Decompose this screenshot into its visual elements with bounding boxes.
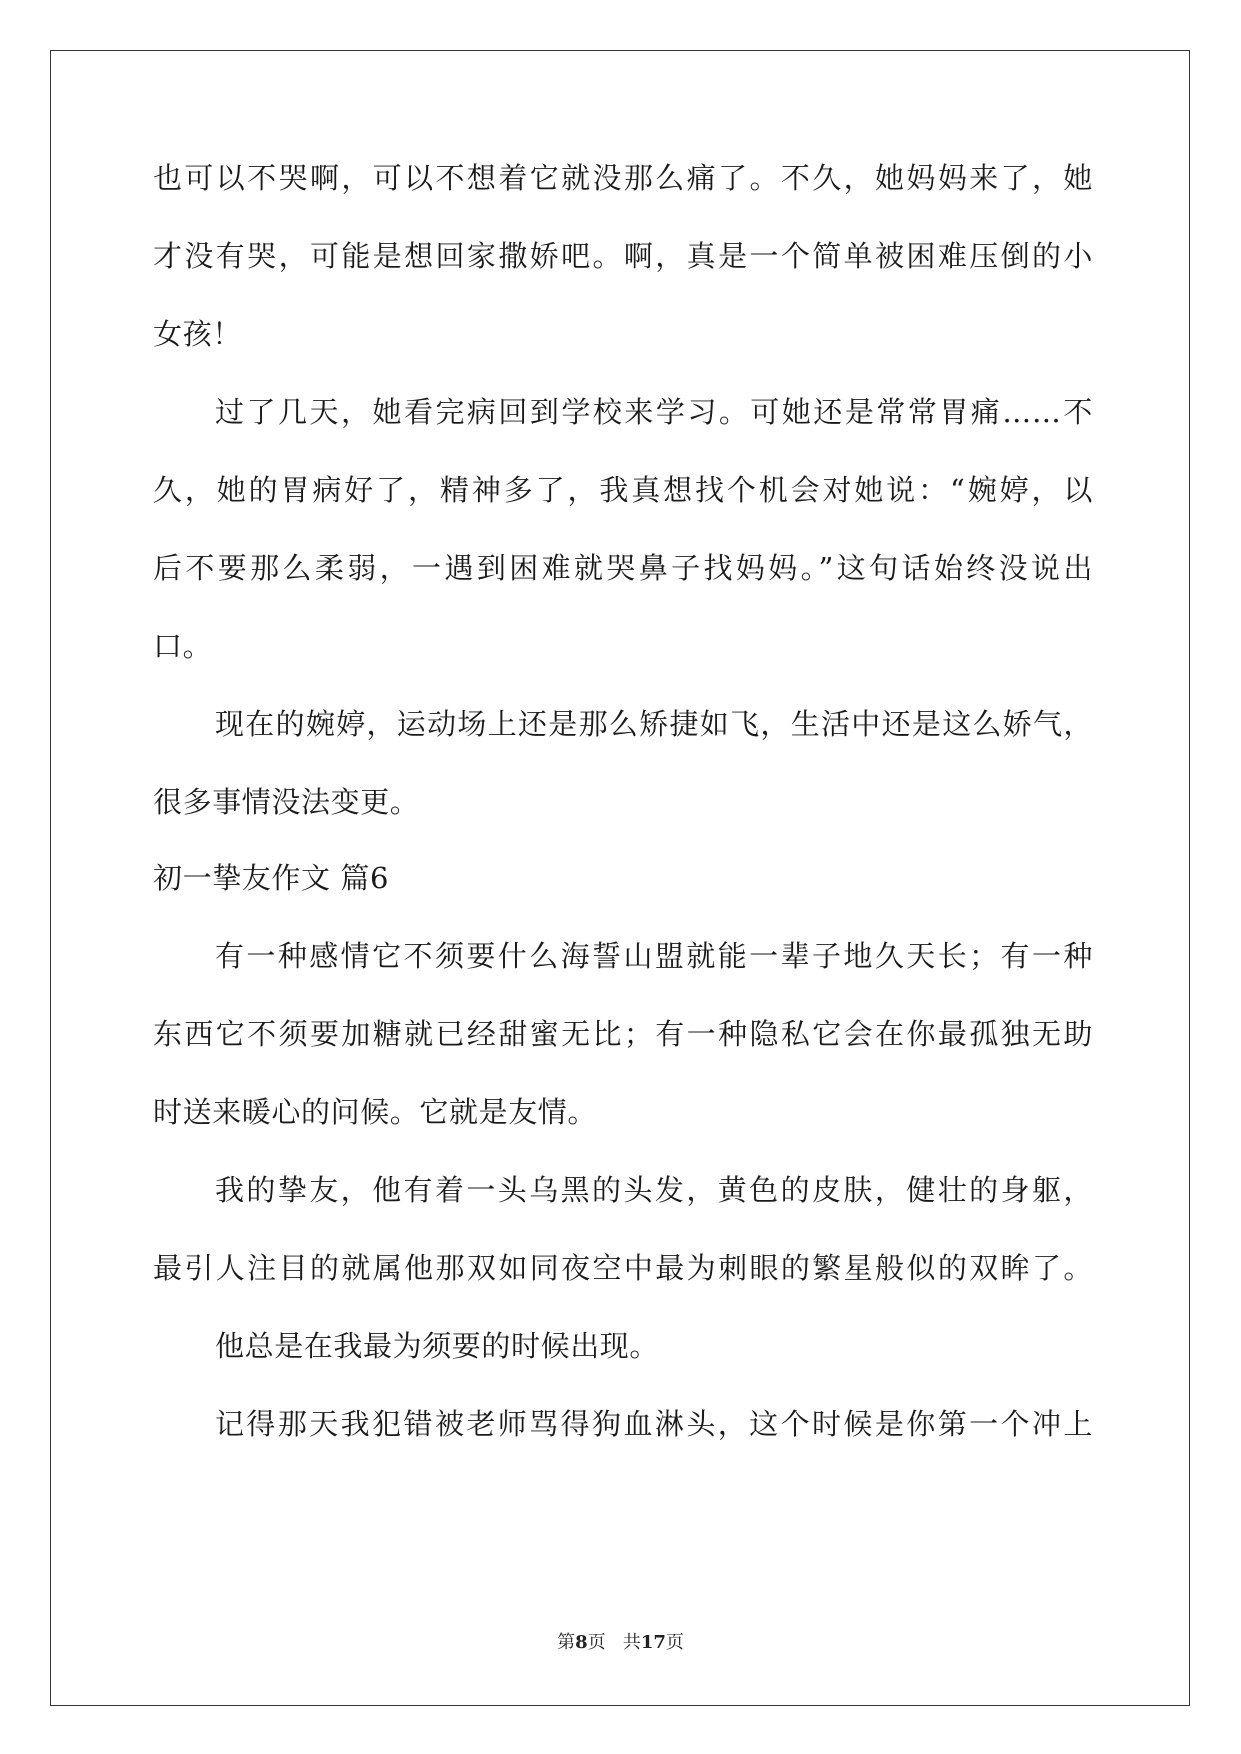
- text-line: 才没有哭，可能是想回家撒娇吧。啊，真是一个简单被困难压倒的小: [153, 239, 1093, 273]
- text-line: 久，她的胃病好了，精神多了，我真想找个机会对她说：“婉婷，以: [153, 473, 1093, 507]
- page-number: 8: [575, 1632, 588, 1653]
- text-line: 女孩！: [153, 317, 242, 351]
- text-line: 我的挚友，他有着一头乌黑的头发，黄色的皮肤，健壮的身躯，: [215, 1173, 1093, 1207]
- total-prefix: 共: [622, 1632, 641, 1653]
- text-line: 也可以不哭啊，可以不想着它就没那么痛了。不久，她妈妈来了，她: [153, 161, 1093, 195]
- text-line: 东西它不须要加糖就已经甜蜜无比；有一种隐私它会在你最孤独无助: [153, 1017, 1093, 1051]
- text-line: 时送来暖心的问候。它就是友情。: [153, 1095, 598, 1129]
- total-pages: 17: [640, 1632, 666, 1653]
- text-line: 口。: [153, 629, 213, 663]
- text-line: 有一种感情它不须要什么海誓山盟就能一辈子地久天长；有一种: [215, 939, 1093, 973]
- page-suffix: 页: [587, 1632, 606, 1653]
- total-suffix: 页: [665, 1632, 684, 1653]
- text-line: 记得那天我犯错被老师骂得狗血淋头，这个时候是你第一个冲上: [215, 1407, 1093, 1441]
- text-line: 过了几天，她看完病回到学校来学习。可她还是常常胃痛……不: [215, 395, 1093, 429]
- section-heading: 初一挚友作文 篇6: [153, 861, 390, 895]
- page-prefix: 第: [557, 1632, 576, 1653]
- text-line: 他总是在我最为须要的时候出现。: [215, 1329, 660, 1363]
- text-line: 后不要那么柔弱，一遇到困难就哭鼻子找妈妈。”这句话始终没说出: [153, 551, 1093, 585]
- text-line: 现在的婉婷，运动场上还是那么矫捷如飞，生活中还是这么娇气，: [215, 707, 1093, 741]
- page-footer: [0, 1628, 1241, 1654]
- text-line: 很多事情没法变更。: [153, 785, 420, 819]
- text-line: 最引人注目的就属他那双如同夜空中最为刺眼的繁星般似的双眸了。: [153, 1251, 1093, 1285]
